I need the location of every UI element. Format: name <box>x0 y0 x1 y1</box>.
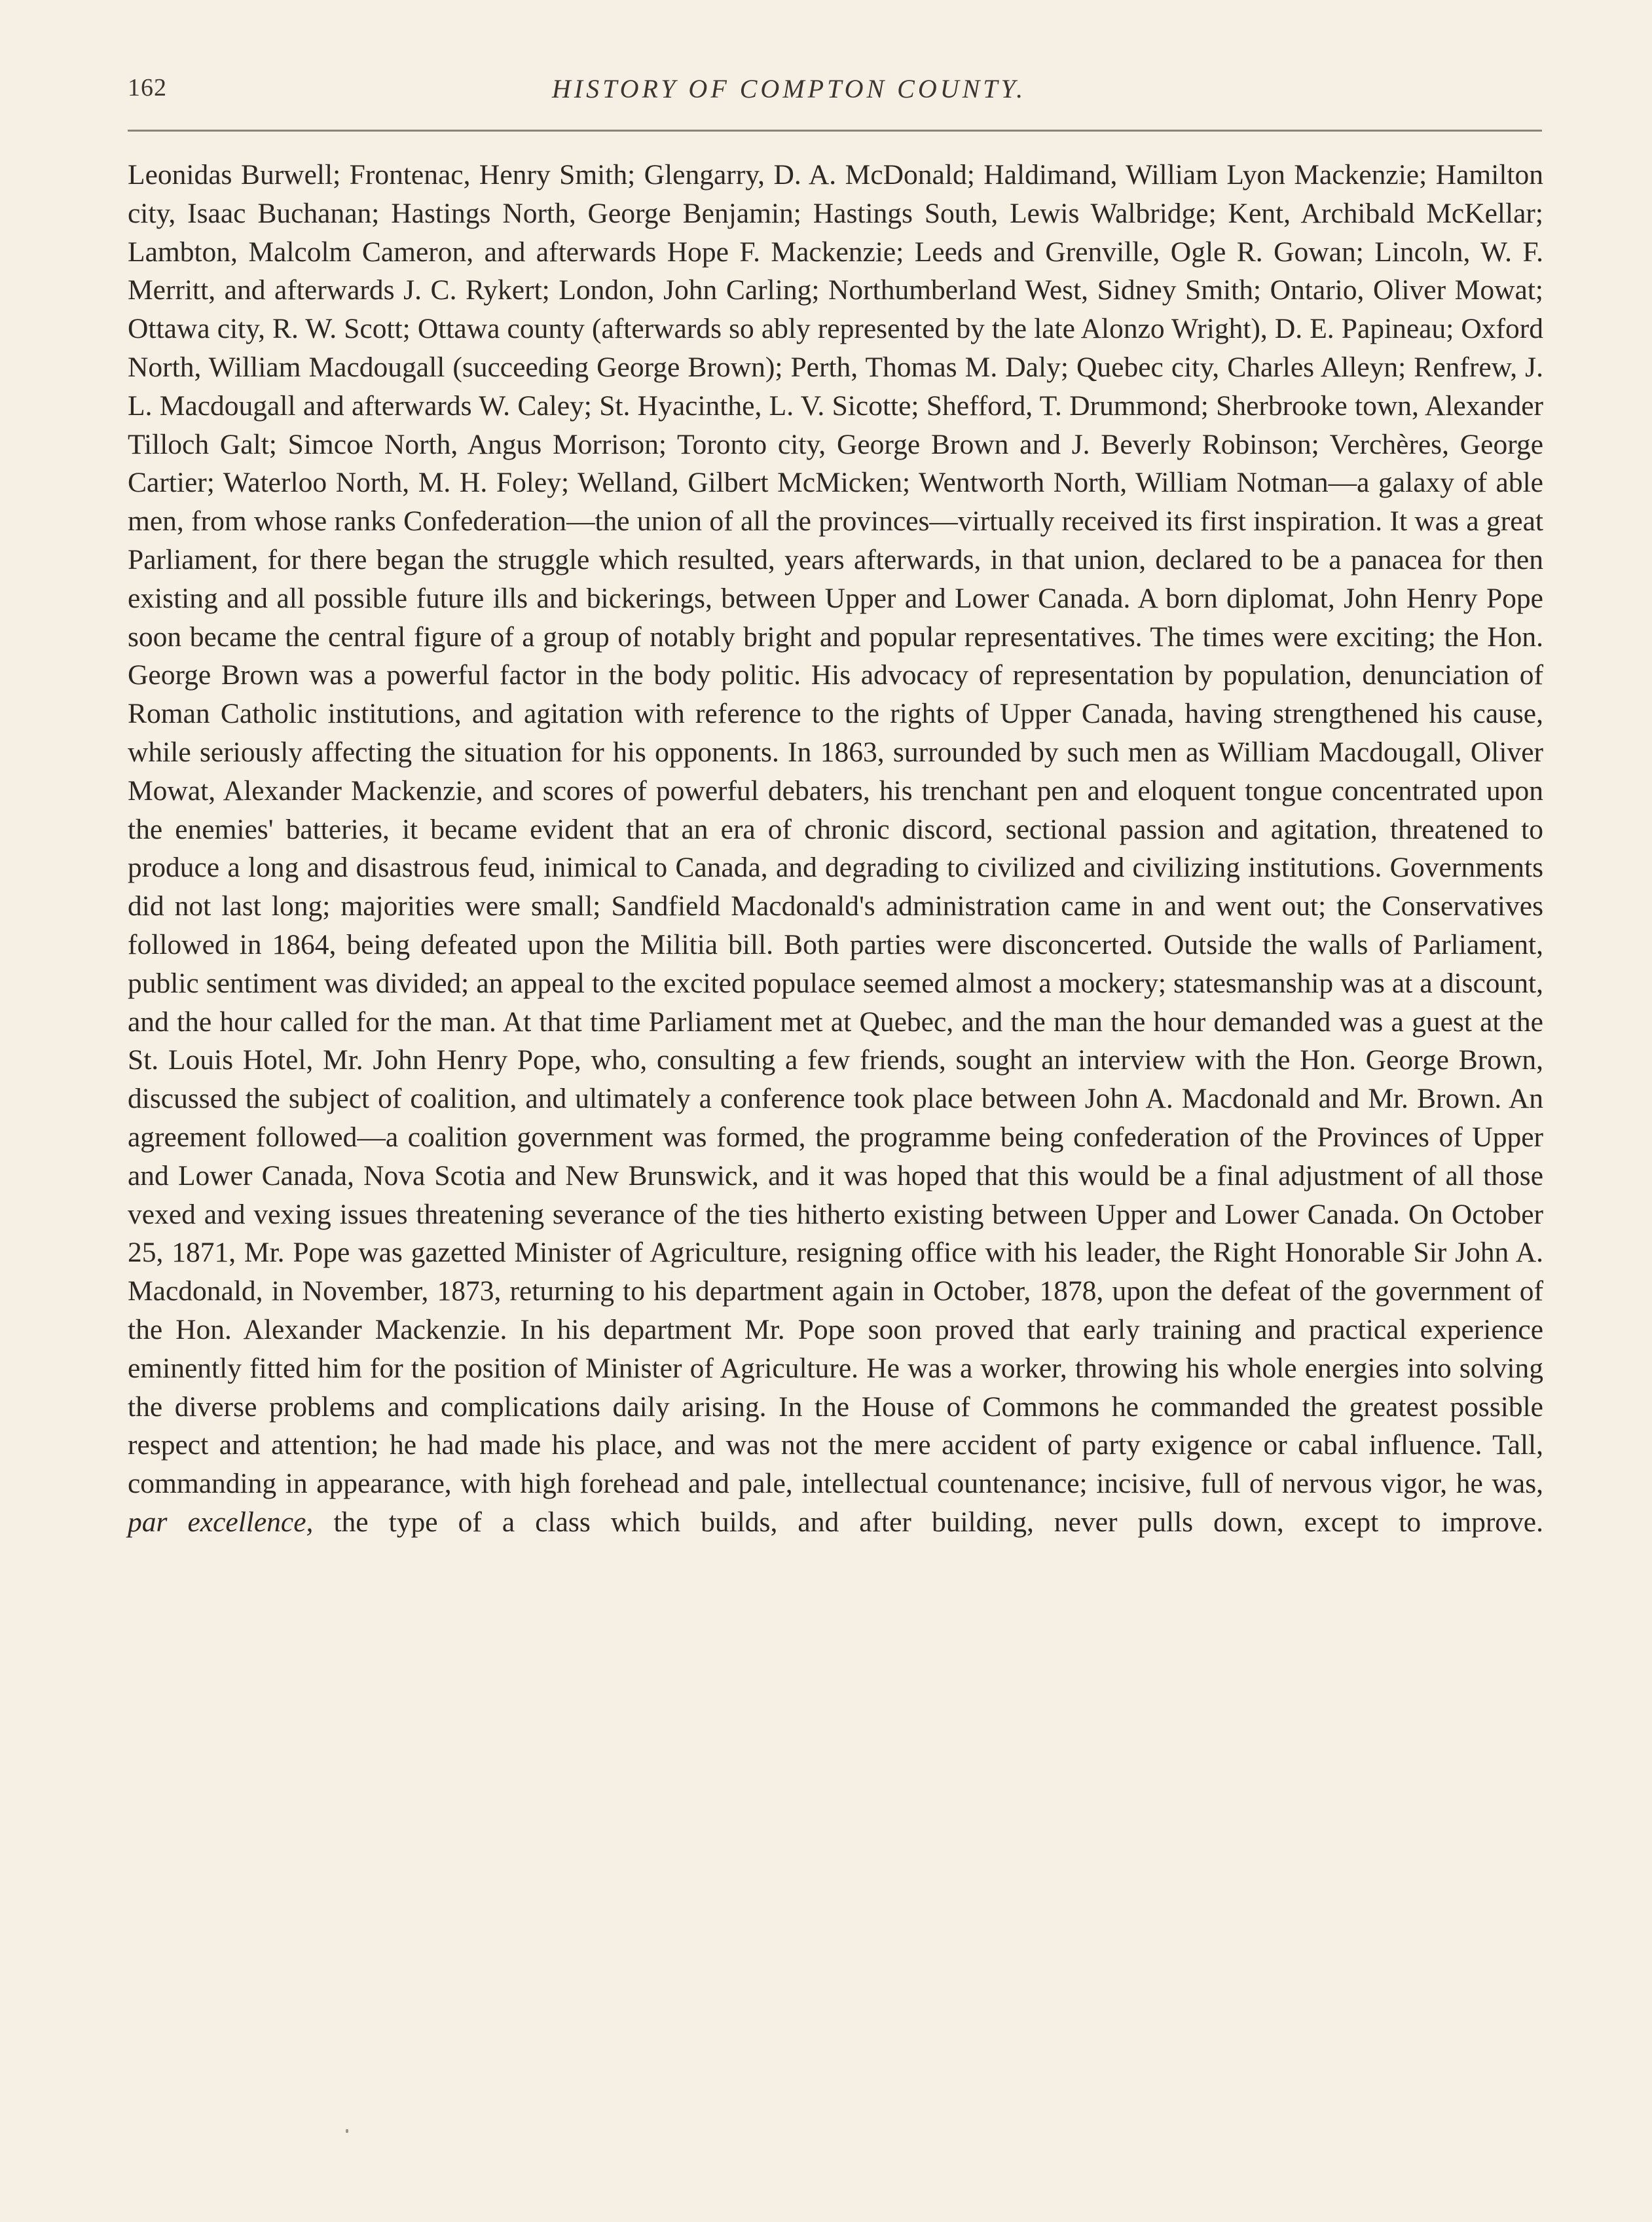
body-text-main: Leonidas Burwell; Frontenac, Henry Smith; Glengarry, D. A. McDonald; Haldimand, William Lyon Mackenzie; Hamilton city, Isaac Buchanan; Hastings North, George Benjamin; Hastings South, Lewis Walbridge; Kent, Archibald McKellar; Lambton, Malcolm Cameron, and afterwards Hope F. Mackenzie; Leeds and Grenville, Ogle R. Gowan; Lincoln, W. F. Merritt, and afterwards J. C. Rykert; London, John Carling; Northumberland West, Sidney Smith; Ontario, Oliver Mowat; Ottawa city, R. W. Scott; Ottawa county (afterwards so ably represented by the late Alonzo Wright), D. E. Papineau; Oxford North, William Macdougall (succeeding George Brown); Perth, Thomas M. Daly; Quebec city, Charles Alleyn; Renfrew, J. L. Macdougall and afterwards W. Caley; St. Hyacinthe, L. V. Sicotte; Shefford, T. Drummond; Sherbrooke town, Alexander Tilloch Galt; Simcoe North, Angus Morrison; Toronto city, George Brown and J. Beverly Robinson; Verchères, George Cartier; Waterloo North, M. H. Foley; Welland, Gilbert McMicken; Wentworth North, William Notman—a galaxy of able men, from whose ranks Confederation—the union of all the provinces—virtually received its first inspiration. It was a great Parliament, for there began the struggle which resulted, years afterwards, in that union, declared to be a panacea for then existing and all possible future ills and bickerings, between Upper and Lower Canada. A born diplomat, John Henry Pope soon became the central figure of a group of notably bright and popular representatives. The times were exciting; the Hon. George Brown was a powerful factor in the body politic. His advocacy of representation by population, denunciation of Roman Catholic institutions, and agitation with reference to the rights of Upper Canada, having strengthened his cause, while seriously affecting the situation for his opponents. In 1863, surrounded by such men as William Macdougall, Oliver Mowat, Alexander Mackenzie, and scores of powerful debaters, his trenchant pen and eloquent tongue concentrated upon the enemies' batteries, it became evident that an era of chronic discord, sectional passion and agitation, threatened to produce a long and disastrous feud, inimical to Canada, and degrading to civilized and civilizing institutions. Governments did not last long; majorities were small; Sandfield Macdonald's administration came in and went out; the Conservatives followed in 1864, being defeated upon the Militia bill. Both parties were disconcerted. Outside the walls of Parliament, public sentiment was divided; an appeal to the excited populace seemed almost a mockery; statesmanship was at a discount, and the hour called for the man. At that time Parliament met at Quebec, and the man the hour demanded was a guest at the St. Louis Hotel, Mr. John Henry Pope, who, consulting a few friends, sought an interview with the Hon. George Brown, discussed the subject of coalition, and ultimately a conference took place between John A. Macdonald and Mr. Brown. An agreement followed—a coalition government was formed, the programme being confederation of the Provinces of Upper and Lower Canada, Nova Scotia and New Brunswick, and it was hoped that this would be a final adjustment of all those vexed and vexing issues threatening severance of the ties hitherto existing between Upper and Lower Canada. On October 25, 1871, Mr. Pope was gazetted Minister of Agriculture, resigning office with his leader, the Right Honorable Sir John A. Macdonald, in November, 1873, returning to his department again in October, 1878, upon the defeat of the government of the Hon. Alexander Mackenzie. In his department Mr. Pope soon proved that early training and practical experience eminently fitted him for the position of Minister of Agriculture. He was a worker, throwing his whole energies into solving the diverse problems and complications daily arising. In the House of Commons he commanded the greatest possible respect and attention; he had made his place, and was not the mere accident of party exigence or cabal influence. Tall, commanding in appearance, with high forehead and pale, intellectual countenance; incisive, full of nervous vigor, he was, <box>128 159 1543 1500</box>
header-rule <box>128 130 1542 132</box>
ink-speck <box>346 2129 348 2133</box>
page-number: 162 <box>128 74 167 101</box>
body-text-end: the type of a class which builds, and after building, never pulls down, except to improve. <box>333 1506 1543 1538</box>
body-paragraph <box>128 156 1543 1542</box>
running-head <box>128 73 1542 119</box>
body-text-italic: par excellence, <box>128 1506 314 1538</box>
running-title: HISTORY OF COMPTON COUNTY. <box>551 74 1027 103</box>
